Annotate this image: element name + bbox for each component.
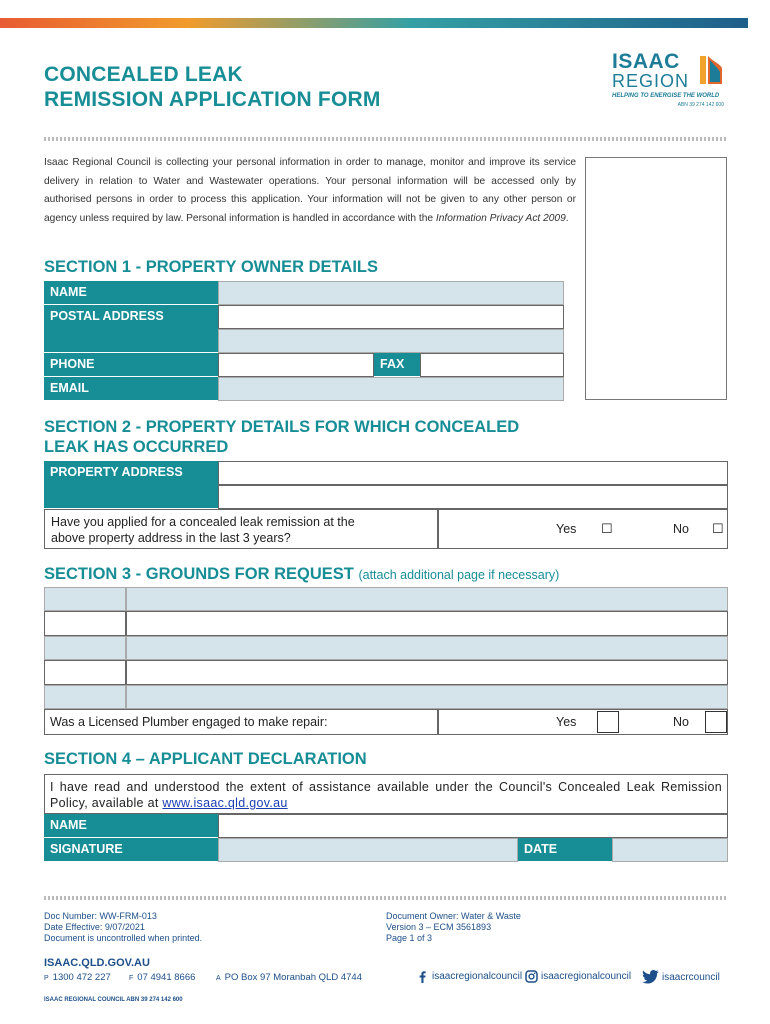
plumber-question-box xyxy=(44,709,438,735)
instagram-link[interactable] xyxy=(525,970,631,983)
doc-number: Doc Number: WW-FRM-013 xyxy=(44,911,157,921)
section-4-heading: SECTION 4 – APPLICANT DECLARATION xyxy=(44,750,367,768)
signature-field[interactable] xyxy=(218,838,518,862)
declaration-text-block xyxy=(50,779,722,811)
footer-website[interactable]: ISAAC.QLD.GOV.AU xyxy=(44,957,150,969)
doc-version: Version 3 – ECM 3561893 xyxy=(386,922,492,932)
owner-name-field[interactable] xyxy=(218,281,564,305)
prior-yes-label: Yes xyxy=(556,522,577,536)
footer-divider xyxy=(44,896,726,900)
footer-fax xyxy=(129,972,195,983)
property-address-field-line-2[interactable] xyxy=(218,485,728,509)
postal-address-label: POSTAL ADDRESS xyxy=(44,305,218,353)
title-line-2: REMISSION APPLICATION FORM xyxy=(44,88,381,111)
grounds-row-2-label-cell xyxy=(44,611,126,636)
section-3-heading xyxy=(44,564,559,585)
twitter-handle: isaacrcouncil xyxy=(662,971,720,983)
grounds-row-4-field[interactable] xyxy=(126,660,728,685)
prior-application-question xyxy=(51,514,355,546)
owner-name-label: NAME xyxy=(44,281,218,305)
phone-field[interactable] xyxy=(218,353,374,377)
declaration-text: I have read and understood the extent of assistance available under the Council's Concealed Leak Remission Policy, available at xyxy=(50,780,722,810)
section-1-heading: SECTION 1 - PROPERTY OWNER DETAILS xyxy=(44,258,379,276)
logo-abn: ABN 39 274 142 600 xyxy=(677,102,724,108)
council-website-link[interactable]: www.isaac.qld.gov.au xyxy=(162,796,288,810)
page-number: Page 1 of 3 xyxy=(386,933,433,943)
plumber-yes-checkbox[interactable] xyxy=(597,711,619,733)
footer-phone xyxy=(44,972,111,983)
office-use-box xyxy=(585,157,727,400)
section-2-heading xyxy=(44,417,519,457)
applicant-name-field[interactable] xyxy=(218,814,728,838)
grounds-row-1-field[interactable] xyxy=(126,587,728,611)
phone-label: PHONE xyxy=(44,353,218,377)
section-3-heading-text: SECTION 3 - GROUNDS FOR REQUEST xyxy=(44,565,354,583)
grounds-row-5-label-cell xyxy=(44,685,126,709)
footer-address xyxy=(216,972,362,983)
facebook-icon xyxy=(416,970,429,983)
logo-word-isaac: ISAAC xyxy=(612,50,680,73)
plumber-no-label: No xyxy=(673,715,689,729)
phone-number: 1300 472 227 xyxy=(52,972,111,983)
twitter-link[interactable] xyxy=(642,970,720,984)
prior-no-label: No xyxy=(673,522,689,536)
signature-label: SIGNATURE xyxy=(44,838,218,862)
facebook-handle: isaacregionalcouncil xyxy=(432,971,523,982)
declaration-box xyxy=(44,774,728,814)
section-2-heading-line-2: LEAK HAS OCCURRED xyxy=(44,438,229,456)
date-label: DATE xyxy=(518,838,612,862)
grounds-row-3-label-cell xyxy=(44,636,126,660)
date-effective: Date Effective: 9/07/2021 xyxy=(44,922,145,932)
privacy-notice xyxy=(44,154,576,228)
page-title xyxy=(44,62,381,112)
twitter-icon xyxy=(642,970,659,984)
header-divider xyxy=(44,137,726,141)
logo-mark-icon xyxy=(698,54,724,86)
doc-owner: Document Owner: Water & Waste xyxy=(386,911,521,921)
section-2-heading-line-1: SECTION 2 - PROPERTY DETAILS FOR WHICH CONCEALED xyxy=(44,418,520,436)
phone-key: P xyxy=(44,975,49,982)
facebook-link[interactable] xyxy=(416,970,522,983)
privacy-act-name: Information Privacy Act 2009 xyxy=(435,212,566,224)
date-field[interactable] xyxy=(612,838,728,862)
instagram-icon xyxy=(525,970,538,983)
prior-application-answer-box xyxy=(438,509,728,549)
footer-doc-owner-info xyxy=(386,911,521,944)
grounds-row-4-label-cell xyxy=(44,660,126,685)
grounds-row-1-label-cell xyxy=(44,587,126,611)
plumber-question: Was a Licensed Plumber engaged to make repair: xyxy=(50,715,328,729)
isaac-region-logo xyxy=(612,52,732,122)
plumber-yes-label: Yes xyxy=(556,715,577,729)
footer-abn: ISAAC REGIONAL COUNCIL ABN 39 274 142 600 xyxy=(44,997,183,1003)
title-line-1: CONCEALED LEAK xyxy=(44,63,243,86)
fax-number: 07 4941 8666 xyxy=(137,972,196,983)
privacy-text-end: . xyxy=(565,212,569,224)
postal-address: PO Box 97 Moranbah QLD 4744 xyxy=(224,972,362,983)
grounds-row-2-field[interactable] xyxy=(126,611,728,636)
prior-no-checkbox[interactable]: ☐ xyxy=(712,521,724,536)
plumber-answer-box xyxy=(438,709,728,735)
uncontrolled-note: Document is uncontrolled when printed. xyxy=(44,933,203,943)
question-line-1: Have you applied for a concealed leak remission at the xyxy=(51,515,355,529)
email-field[interactable] xyxy=(218,377,564,401)
logo-tagline: HELPING TO ENERGISE THE WORLD xyxy=(612,93,720,99)
footer-doc-info xyxy=(44,911,202,944)
prior-application-question-box xyxy=(44,509,438,549)
address-key: A xyxy=(216,975,221,982)
email-label: EMAIL xyxy=(44,377,218,401)
postal-address-field-line-1[interactable] xyxy=(218,305,564,329)
applicant-name-label: NAME xyxy=(44,814,218,838)
prior-yes-checkbox[interactable]: ☐ xyxy=(601,521,613,536)
plumber-no-checkbox[interactable] xyxy=(705,711,727,733)
property-address-field-line-1[interactable] xyxy=(218,461,728,485)
fax-key: F xyxy=(129,975,134,982)
grounds-row-5-field[interactable] xyxy=(126,685,728,709)
postal-address-field-line-2[interactable] xyxy=(218,329,564,353)
privacy-text: Isaac Regional Council is collecting your personal information in order to manage, monitor and improve its service delivery in relation to Water and Wastewater operations. Your personal information will be accessed only by authorised persons in order to process this application. Your information will not be given to any other person or agency unless required by law. Personal information is handled in accordance with the xyxy=(44,157,576,224)
instagram-handle: isaacregionalcouncil xyxy=(541,971,632,982)
section-3-note: (attach additional page if necessary) xyxy=(358,568,560,582)
logo-word-region: REGION xyxy=(612,71,690,91)
header-color-bar xyxy=(0,18,748,28)
fax-field[interactable] xyxy=(420,353,564,377)
question-line-2: above property address in the last 3 years? xyxy=(51,531,291,545)
fax-label: FAX xyxy=(374,353,420,377)
grounds-row-3-field[interactable] xyxy=(126,636,728,660)
property-address-label: PROPERTY ADDRESS xyxy=(44,461,218,509)
